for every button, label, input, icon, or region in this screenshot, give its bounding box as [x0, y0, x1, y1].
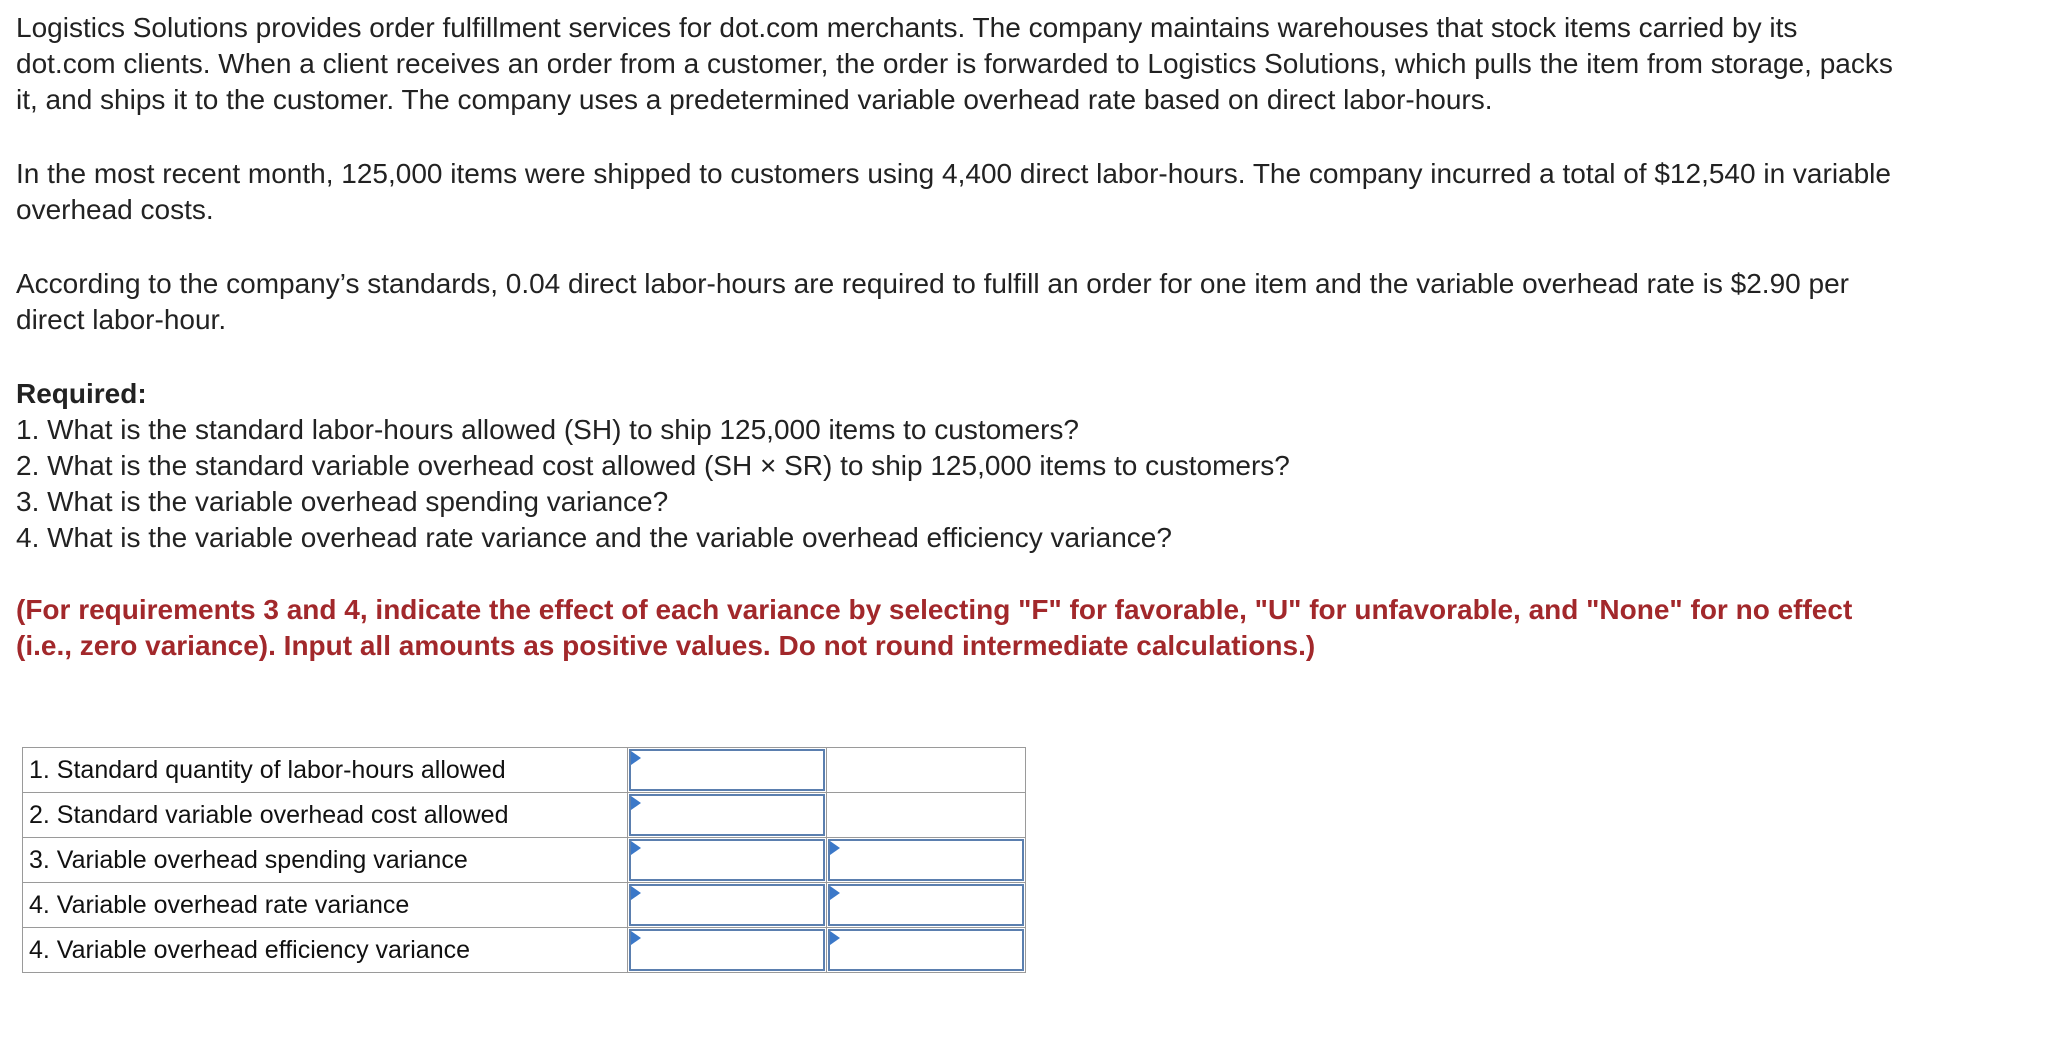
effect-cell — [827, 883, 1026, 928]
input-marker-icon — [631, 886, 641, 900]
required-section — [16, 376, 1896, 556]
answer-table — [22, 747, 1026, 973]
question-4: 4. What is the variable overhead rate variance and the variable overhead efficiency variance? — [16, 522, 1172, 553]
effect-select[interactable] — [828, 839, 1024, 881]
intro-paragraph: Logistics Solutions provides order fulfillment services for dot.com merchants. The company maintains warehouses that stock items carried by its dot.com clients. When a client receives an order from a customer, the order is forwarded to Logistics Solutions, which pulls the item from storage, packs it, and ships it to the customer. The company uses a predetermined variable overhead rate based on direct labor-hours. — [16, 12, 1893, 115]
row-label: 4. Variable overhead rate variance — [23, 883, 628, 928]
input-marker-icon — [830, 841, 840, 855]
amount-input[interactable] — [629, 929, 825, 971]
input-marker-icon — [631, 796, 641, 810]
month-data-paragraph: In the most recent month, 125,000 items were shipped to customers using 4,400 direct labor-hours. The company incurred a total of $12,540 in variable overhead costs. — [16, 158, 1891, 225]
amount-input[interactable] — [629, 794, 825, 836]
amount-cell — [628, 838, 827, 883]
effect-select[interactable] — [828, 884, 1024, 926]
amount-cell — [628, 793, 827, 838]
problem-content — [16, 10, 1896, 664]
input-marker-icon — [631, 931, 641, 945]
required-title: Required: — [16, 378, 147, 409]
table-row — [23, 748, 1026, 793]
row-label: 3. Variable overhead spending variance — [23, 838, 628, 883]
input-marker-icon — [830, 886, 840, 900]
question-2: 2. What is the standard variable overhead cost allowed (SH × SR) to ship 125,000 items to customers? — [16, 450, 1290, 481]
row-label: 4. Variable overhead efficiency variance — [23, 928, 628, 973]
amount-cell — [628, 928, 827, 973]
effect-cell — [827, 838, 1026, 883]
amount-cell — [628, 883, 827, 928]
effect-cell — [827, 928, 1026, 973]
amount-input[interactable] — [629, 884, 825, 926]
standards-paragraph: According to the company’s standards, 0.04 direct labor-hours are required to fulfill an order for one item and the variable overhead rate is $2.90 per direct labor-hour. — [16, 268, 1849, 335]
input-marker-icon — [830, 931, 840, 945]
amount-input[interactable] — [629, 749, 825, 791]
effect-select[interactable] — [828, 929, 1024, 971]
instruction-text: (For requirements 3 and 4, indicate the effect of each variance by selecting "F" for favorable, "U" for unfavorable, and "None" for no effect (i.e., zero variance). Input all amounts as positive values. Do not round intermediate calculations.) — [16, 594, 1853, 661]
table-row — [23, 793, 1026, 838]
row-label: 1. Standard quantity of labor-hours allowed — [23, 748, 628, 793]
amount-input[interactable] — [629, 839, 825, 881]
table-row — [23, 928, 1026, 973]
empty-cell — [827, 793, 1026, 838]
input-marker-icon — [631, 751, 641, 765]
question-3: 3. What is the variable overhead spending variance? — [16, 486, 669, 517]
row-label: 2. Standard variable overhead cost allowed — [23, 793, 628, 838]
empty-cell — [827, 748, 1026, 793]
table-row — [23, 883, 1026, 928]
table-row — [23, 838, 1026, 883]
question-1: 1. What is the standard labor-hours allowed (SH) to ship 125,000 items to customers? — [16, 414, 1079, 445]
amount-cell — [628, 748, 827, 793]
input-marker-icon — [631, 841, 641, 855]
